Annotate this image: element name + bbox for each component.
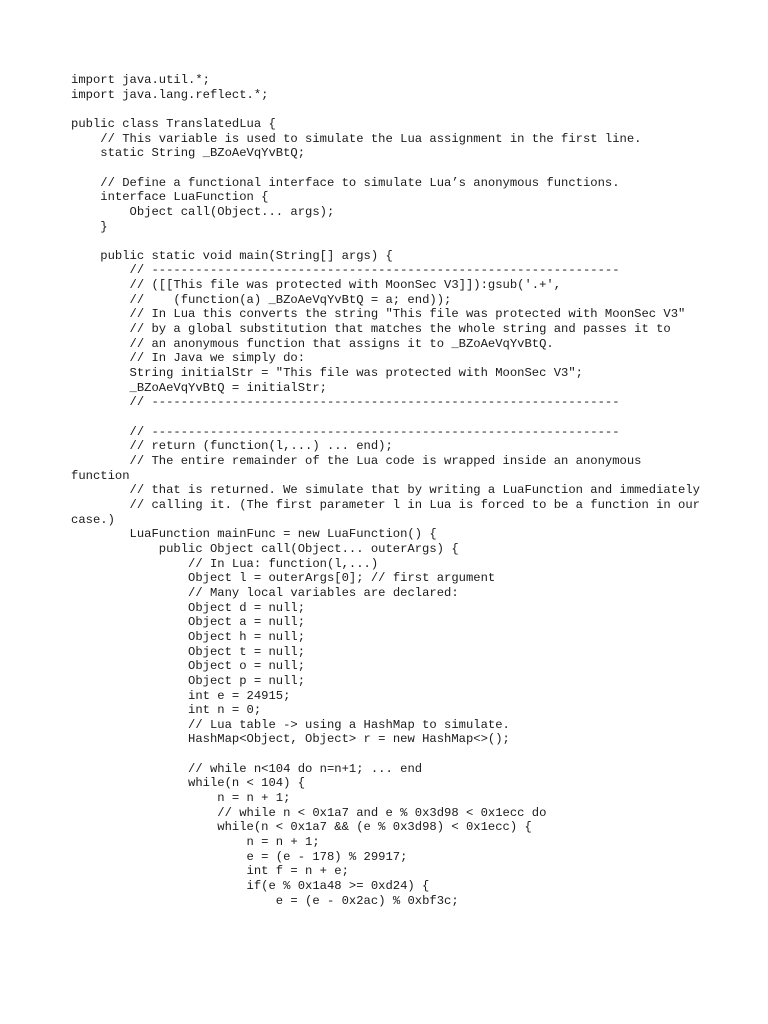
code-line: _BZoAeVqYvBtQ = initialStr; xyxy=(71,380,327,395)
code-line xyxy=(71,410,701,425)
code-line: Object p = null; xyxy=(71,673,306,688)
code-line: interface LuaFunction { xyxy=(71,190,269,205)
code-line: int f = n + e; xyxy=(71,864,349,879)
code-line xyxy=(71,747,701,762)
code-line: // ---------------------------------------------------------------- xyxy=(71,263,620,278)
code-line: HashMap<Object, Object> r = new HashMap<>(); xyxy=(71,732,510,747)
code-line: Object h = null; xyxy=(71,629,306,644)
code-line: // In Lua this converts the string "This file was protected with MoonSec V3" xyxy=(71,307,686,322)
code-line: public static void main(String[] args) { xyxy=(71,248,393,263)
code-line: // while n < 0x1a7 and e % 0x3d98 < 0x1ecc do xyxy=(71,805,547,820)
code-line: // by a global substitution that matches the whole string and passes it to xyxy=(71,322,671,337)
code-line: // In Lua: function(l,...) xyxy=(71,556,379,571)
code-line: // (function(a) _BZoAeVqYvBtQ = a; end)); xyxy=(71,292,452,307)
code-line: // an anonymous function that assigns it to _BZoAeVqYvBtQ. xyxy=(71,336,554,351)
code-line: // ---------------------------------------------------------------- xyxy=(71,395,620,410)
code-line: Object call(Object... args); xyxy=(71,204,335,219)
code-line: // return (function(l,...) ... end); xyxy=(71,439,393,454)
code-line xyxy=(71,161,701,176)
code-line: static String _BZoAeVqYvBtQ; xyxy=(71,146,306,161)
code-line: // Many local variables are declared: xyxy=(71,585,459,600)
code-line: while(n < 104) { xyxy=(71,776,306,791)
code-line: // In Java we simply do: xyxy=(71,351,306,366)
code-line: if(e % 0x1a48 >= 0xd24) { xyxy=(71,879,430,894)
code-line: // Lua table -> using a HashMap to simulate. xyxy=(71,717,510,732)
code-line: Object o = null; xyxy=(71,659,306,674)
code-line xyxy=(71,102,701,117)
code-line: String initialStr = "This file was protected with MoonSec V3"; xyxy=(71,366,583,381)
code-line: LuaFunction mainFunc = new LuaFunction() { xyxy=(71,527,437,542)
code-line: e = (e - 0x2ac) % 0xbf3c; xyxy=(71,893,459,908)
code-line: while(n < 0x1a7 && (e % 0x3d98) < 0x1ecc) { xyxy=(71,820,532,835)
code-line: Object t = null; xyxy=(71,644,306,659)
code-line: Object l = outerArgs[0]; // first argument xyxy=(71,571,496,586)
code-line: Object d = null; xyxy=(71,600,306,615)
code-line: import java.lang.reflect.*; xyxy=(71,87,269,102)
code-line: n = n + 1; xyxy=(71,791,291,806)
code-line: e = (e - 178) % 29917; xyxy=(71,849,408,864)
code-line: // ---------------------------------------------------------------- xyxy=(71,424,620,439)
code-line: public Object call(Object... outerArgs) { xyxy=(71,541,459,556)
code-line: // Define a functional interface to simulate Lua’s anonymous functions. xyxy=(71,175,620,190)
code-listing xyxy=(71,73,708,908)
code-line: int n = 0; xyxy=(71,703,262,718)
code-line: public class TranslatedLua { xyxy=(71,116,276,131)
code-line: // calling it. (The first parameter l in Lua is forced to be a function in our case.) xyxy=(71,497,708,527)
code-line: Object a = null; xyxy=(71,615,306,630)
code-line: import java.util.*; xyxy=(71,73,210,87)
code-line: } xyxy=(71,219,108,234)
code-line: int e = 24915; xyxy=(71,688,291,703)
code-line: // while n<104 do n=n+1; ... end xyxy=(71,761,423,776)
code-line: // ([[This file was protected with MoonSec V3]]):gsub('.+', xyxy=(71,278,562,293)
code-line: n = n + 1; xyxy=(71,835,320,850)
code-line: // The entire remainder of the Lua code is wrapped inside an anonymous function xyxy=(71,454,649,483)
code-line: // This variable is used to simulate the Lua assignment in the first line. xyxy=(71,131,642,146)
code-line xyxy=(71,234,701,249)
code-line: // that is returned. We simulate that by writing a LuaFunction and immediately xyxy=(71,483,700,498)
